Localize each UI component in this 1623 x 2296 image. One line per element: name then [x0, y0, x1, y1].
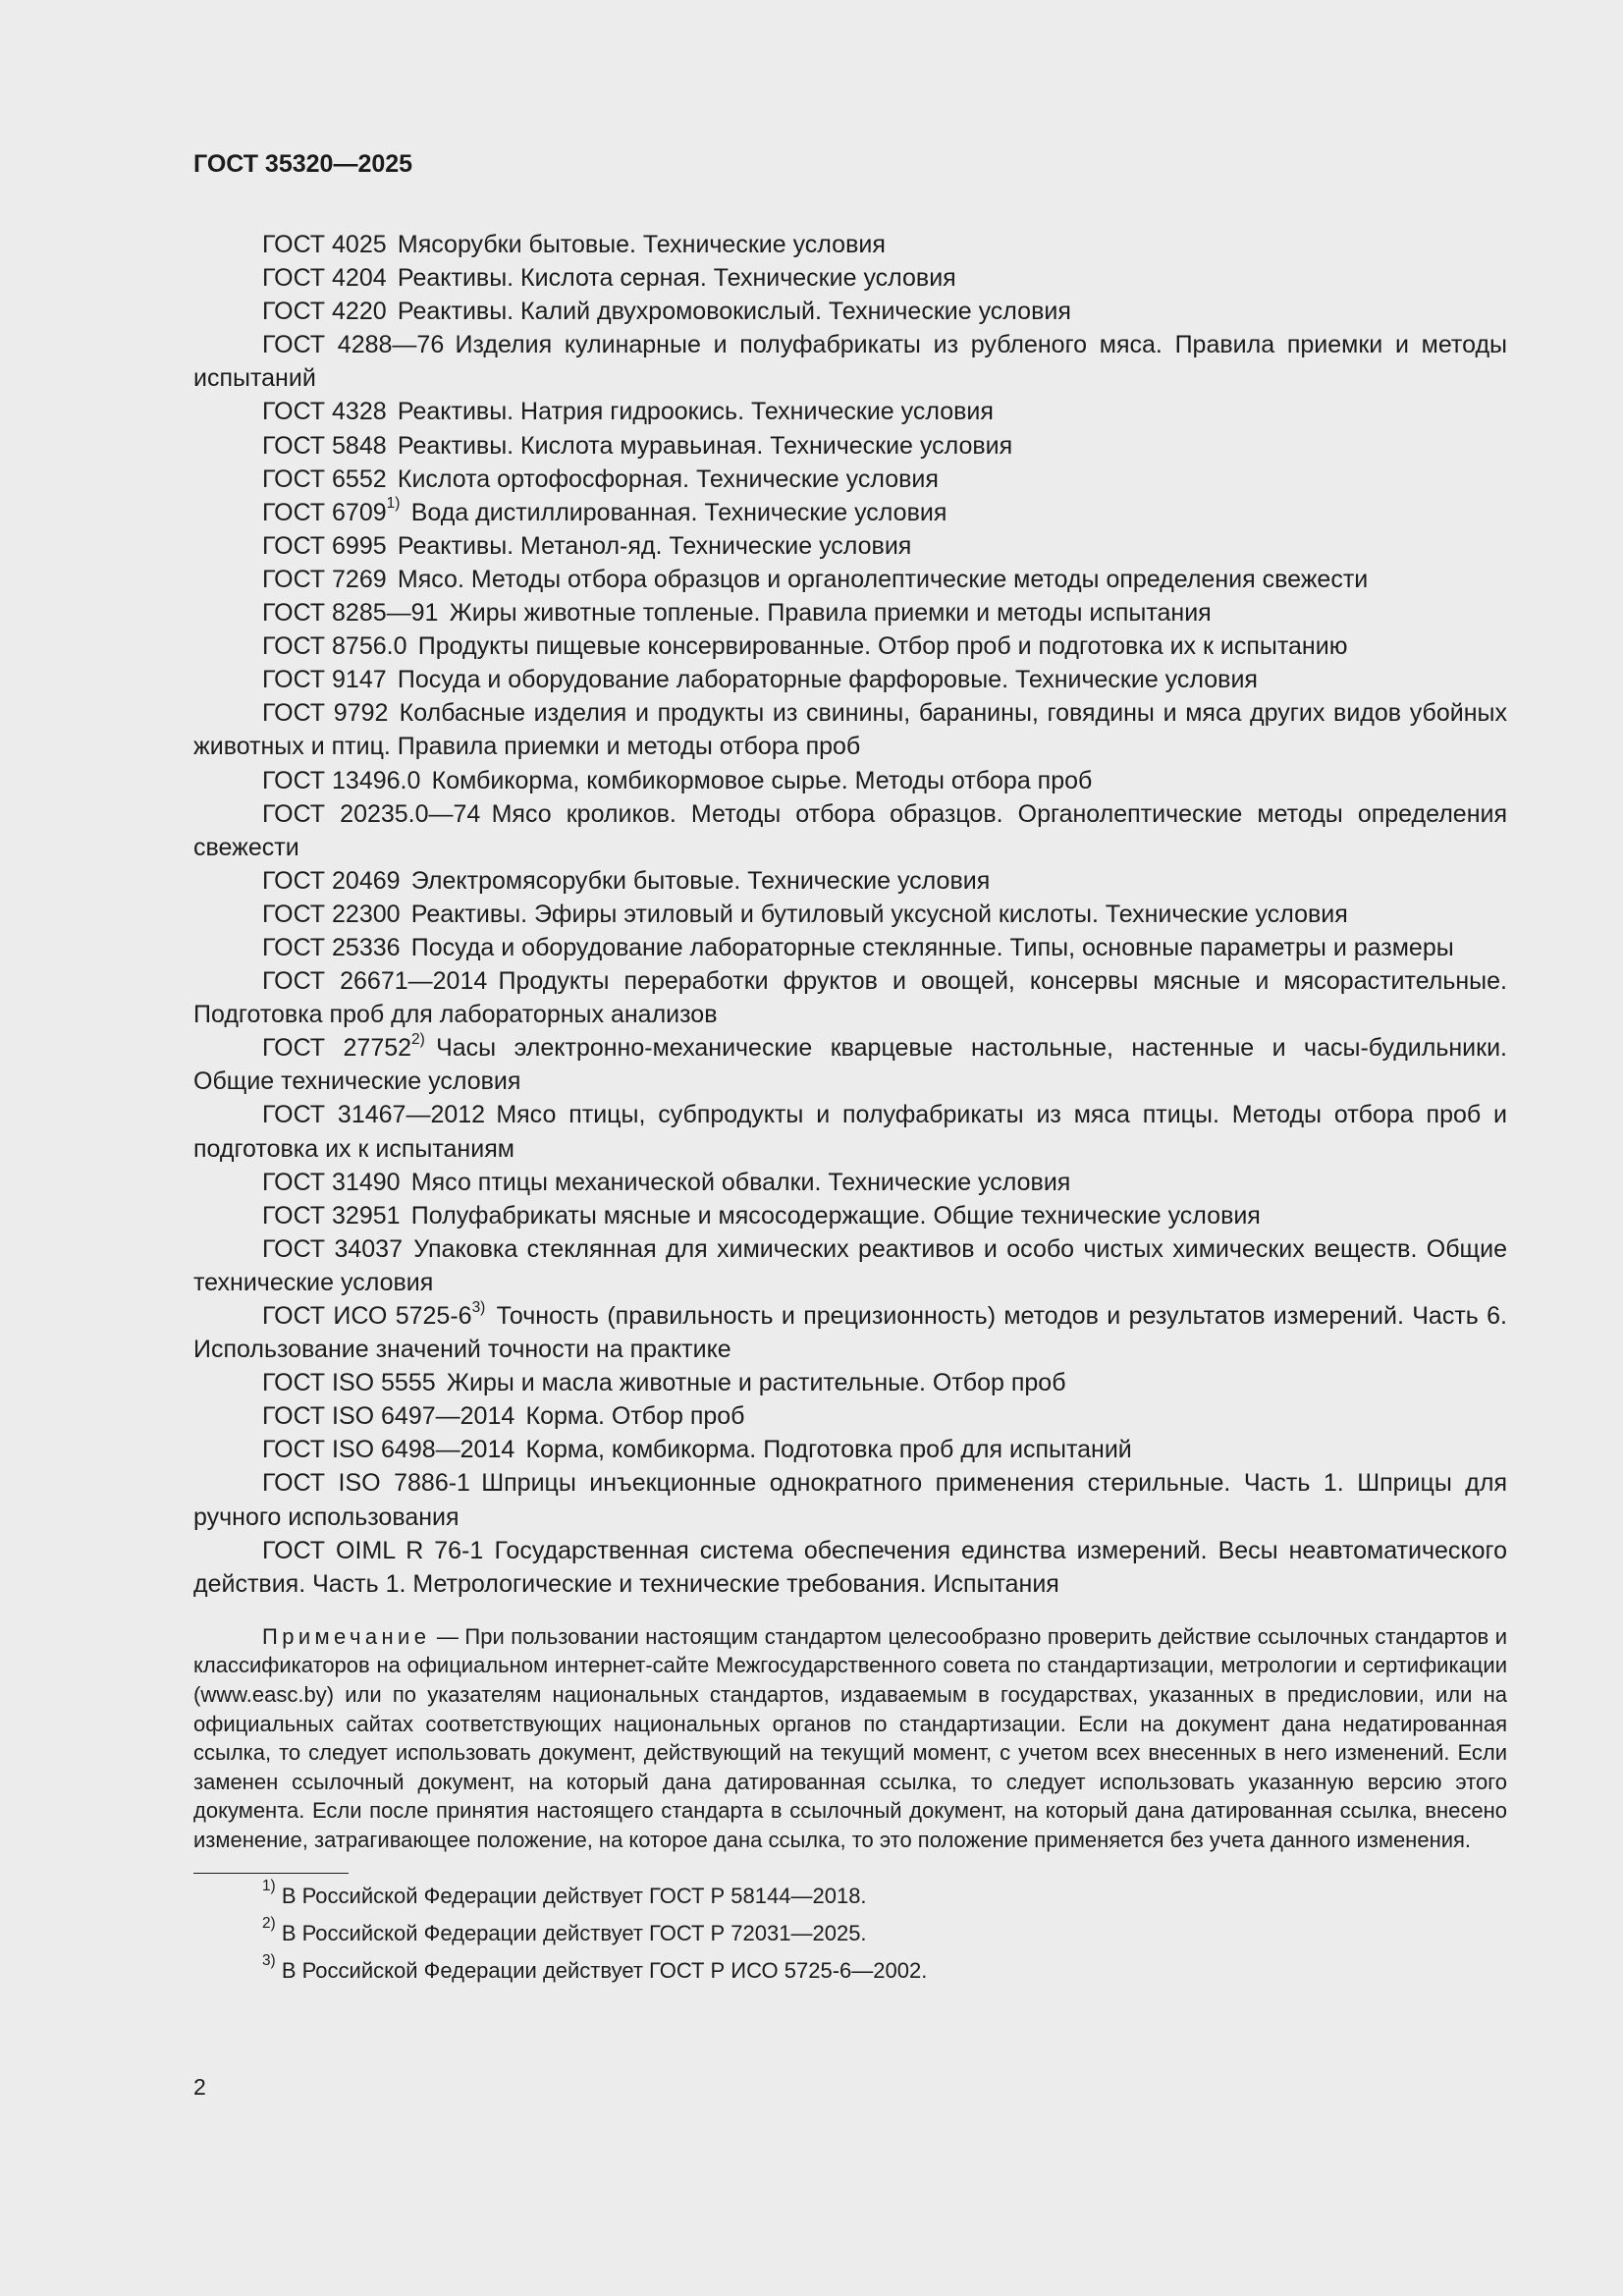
reference-code: ГОСТ 25336: [262, 933, 401, 961]
reference-code: ГОСТ ISO 6497—2014: [262, 1402, 515, 1431]
reference-title: Посуда и оборудование лабораторные фарфоровые. Технические условия: [397, 666, 1258, 694]
reference-item: [193, 295, 1507, 328]
footnote-marker: 3): [471, 1298, 486, 1316]
reference-item: [193, 429, 1507, 463]
reference-item: [193, 563, 1507, 596]
reference-title: Реактивы. Кислота муравьиная. Технические условия: [397, 431, 1013, 460]
reference-code: ГОСТ 8285—91: [262, 599, 439, 628]
reference-item: [193, 529, 1507, 563]
reference-code: ГОСТ 32951: [262, 1201, 401, 1230]
reference-code: ГОСТ 4220: [262, 298, 387, 326]
reference-title: Изделия кулинарные и полуфабрикаты из рубленого мяса. Правила приемки и методы испытаний: [193, 331, 1507, 393]
reference-item: [193, 1166, 1507, 1199]
reference-item: [193, 1534, 1507, 1601]
footnote-text: В Российской Федерации действует ГОСТ Р 72031—2025.: [281, 1920, 867, 1945]
reference-code: ГОСТ 5848: [262, 431, 387, 460]
reference-title: Вода дистиллированная. Технические условия: [410, 498, 947, 526]
reference-title: Колбасные изделия и продукты из свинины, баранины, говядины и мяса других видов убойных животных и птиц. Правила приемки и методы отбора проб: [193, 699, 1507, 761]
footnote-mark: 3): [262, 1951, 276, 1969]
note-paragraph: [193, 1622, 1507, 1855]
reference-title: Кислота ортофосфорная. Технические условия: [397, 465, 939, 493]
reference-code: ГОСТ 4288—76: [262, 331, 445, 359]
reference-code: ГОСТ 7269: [262, 565, 387, 593]
reference-title: Мясорубки бытовые. Технические условия: [397, 231, 886, 258]
reference-code: ГОСТ 31490: [262, 1168, 401, 1196]
reference-code: ГОСТ 6709: [262, 498, 387, 526]
reference-title: Государственная система обеспечения единства измерений. Весы неавтоматического действия. Часть 1. Метрологические и технические требования. Испытания: [193, 1536, 1507, 1598]
reference-code: ГОСТ 26671—2014: [262, 967, 488, 996]
reference-item: [193, 1399, 1507, 1433]
reference-item: [193, 663, 1507, 696]
reference-title: Шприцы инъекционные однократного применения стерильные. Часть 1. Шприцы для ручного использования: [193, 1469, 1507, 1531]
reference-title: Реактивы. Эфиры этиловый и бутиловый уксусной кислоты. Технические условия: [410, 900, 1348, 928]
reference-item: [193, 1031, 1507, 1098]
footnote-item: [193, 1952, 1507, 1990]
reference-item: [193, 463, 1507, 496]
reference-code: ГОСТ 22300: [262, 900, 401, 928]
reference-title: Реактивы. Калий двухромовокислый. Технические условия: [397, 298, 1071, 326]
reference-title: Жиры животные топленые. Правила приемки и методы испытания: [449, 599, 1212, 628]
reference-code: ГОСТ 20235.0—74: [262, 799, 481, 828]
reference-code: ГОСТ 4204: [262, 264, 387, 293]
reference-item: [193, 1199, 1507, 1232]
note-text: — При пользовании настоящим стандартом целесообразно проверить действие ссылочных стандартов и классификаторов на официальном интернет-сайте Межгосударственного совета по стандартизации, метрологии и сертификации (www.easc.by) или по указателям национальных стандартов, издаваемым в государствах, указанных в предисловии, или на официальных сайтах соответствующих национальных органов по стандартизации. Если на документ дана недатированная ссылка, то следует использовать документ, действующий на текущий момент, с учетом всех внесенных в него изменений. Если заменен ссылочный документ, на который дана датированная ссылка, то следует использовать указанную версию этого документа. Если после принятия настоящего стандарта в ссылочный документ, на который дана датированная ссылка, внесено изменение, затрагивающее положение, на которое дана ссылка, то это положение применяется без учета данного изменения.: [193, 1623, 1507, 1852]
reference-code: ГОСТ ISO 5555: [262, 1369, 436, 1397]
references-list: [193, 228, 1507, 1601]
reference-code: ГОСТ 8756.0: [262, 632, 407, 661]
reference-code: ГОСТ 13496.0: [262, 766, 421, 794]
reference-title: Мясо. Методы отбора образцов и органолептические методы определения свежести: [397, 565, 1369, 593]
document-page: [193, 147, 1507, 1990]
reference-item: [193, 764, 1507, 797]
reference-item: [193, 696, 1507, 763]
footnote-text: В Российской Федерации действует ГОСТ Р ИСО 5725-6—2002.: [281, 1957, 928, 1983]
reference-title: Посуда и оборудование лабораторные стеклянные. Типы, основные параметры и размеры: [410, 933, 1454, 961]
reference-title: Корма. Отбор проб: [525, 1402, 745, 1431]
reference-code: ГОСТ 27752: [262, 1034, 412, 1063]
footnote-item: [193, 1878, 1507, 1915]
reference-code: ГОСТ ИСО 5725-6: [262, 1302, 472, 1330]
reference-title: Жиры и масла животные и растительные. Отбор проб: [446, 1369, 1066, 1397]
reference-title: Реактивы. Метанол-яд. Технические условия: [397, 531, 912, 560]
reference-code: ГОСТ 34037: [262, 1234, 403, 1263]
reference-item: [193, 228, 1507, 261]
reference-code: ГОСТ ISO 6498—2014: [262, 1436, 515, 1464]
reference-item: [193, 1466, 1507, 1533]
reference-title: Мясо кроликов. Методы отбора образцов. Органолептические методы определения свежести: [193, 799, 1507, 861]
reference-title: Продукты пищевые консервированные. Отбор проб и подготовка их к испытанию: [417, 632, 1348, 661]
reference-code: ГОСТ 20469: [262, 866, 401, 895]
footnote-mark: 2): [262, 1914, 276, 1932]
reference-code: ГОСТ 9792: [262, 699, 389, 728]
note-label: Примечание: [262, 1623, 431, 1649]
reference-title: Часы электронно-механические кварцевые настольные, настенные и часы-будильники. Общие технические условия: [193, 1034, 1507, 1096]
reference-title: Мясо птицы механической обвалки. Технические условия: [410, 1168, 1071, 1196]
reference-code: ГОСТ 6552: [262, 465, 387, 493]
footnote-item: [193, 1915, 1507, 1952]
reference-code: ГОСТ 6995: [262, 531, 387, 560]
reference-code: ГОСТ OIML R 76-1: [262, 1536, 484, 1564]
reference-item: [193, 629, 1507, 663]
reference-code: ГОСТ 4328: [262, 398, 387, 426]
reference-title: Реактивы. Кислота серная. Технические условия: [397, 264, 956, 293]
reference-code: ГОСТ 31467—2012: [262, 1101, 486, 1129]
footnote-separator: [193, 1873, 349, 1874]
reference-item: [193, 797, 1507, 864]
reference-item: [193, 931, 1507, 964]
footnote-marker: 2): [411, 1030, 425, 1048]
footnotes-list: [193, 1878, 1507, 1990]
reference-code: ГОСТ 4025: [262, 231, 387, 258]
reference-title: Реактивы. Натрия гидроокись. Технические условия: [397, 398, 994, 426]
reference-title: Точность (правильность и прецизионность) методов и результатов измерений. Часть 6. Использование значений точности на практике: [193, 1302, 1508, 1364]
document-header: ГОСТ 35320—2025: [193, 150, 413, 178]
reference-title: Упаковка стеклянная для химических реактивов и особо чистых химических веществ. Общие технические условия: [193, 1234, 1507, 1296]
reference-item: [193, 864, 1507, 898]
reference-item: [193, 898, 1507, 931]
reference-item: [193, 328, 1507, 395]
reference-title: Продукты переработки фруктов и овощей, консервы мясные и мясорастительные. Подготовка проб для лабораторных анализов: [193, 967, 1508, 1029]
page-number: 2: [193, 2074, 206, 2100]
reference-item: [193, 395, 1507, 428]
reference-title: Мясо птицы, субпродукты и полуфабрикаты из мяса птицы. Методы отбора проб и подготовка их к испытаниям: [193, 1101, 1508, 1163]
reference-item: [193, 496, 1507, 529]
reference-title: Комбикорма, комбикормовое сырье. Методы отбора проб: [431, 766, 1093, 794]
footnote-marker: 1): [386, 495, 401, 513]
reference-item: [193, 1299, 1507, 1366]
reference-title: Полуфабрикаты мясные и мясосодержащие. Общие технические условия: [410, 1201, 1261, 1230]
reference-item: [193, 1366, 1507, 1399]
reference-item: [193, 1232, 1507, 1299]
footnote-mark: 1): [262, 1877, 276, 1894]
footnote-text: В Российской Федерации действует ГОСТ Р 58144—2018.: [281, 1883, 867, 1908]
reference-item: [193, 261, 1507, 295]
reference-code: ГОСТ 9147: [262, 666, 387, 694]
reference-item: [193, 1098, 1507, 1165]
reference-item: [193, 596, 1507, 629]
reference-item: [193, 1433, 1507, 1466]
reference-code: ГОСТ ISO 7886-1: [262, 1469, 470, 1498]
reference-item: [193, 964, 1507, 1031]
reference-title: Корма, комбикорма. Подготовка проб для испытаний: [525, 1436, 1132, 1464]
reference-title: Электромясорубки бытовые. Технические условия: [410, 866, 991, 895]
